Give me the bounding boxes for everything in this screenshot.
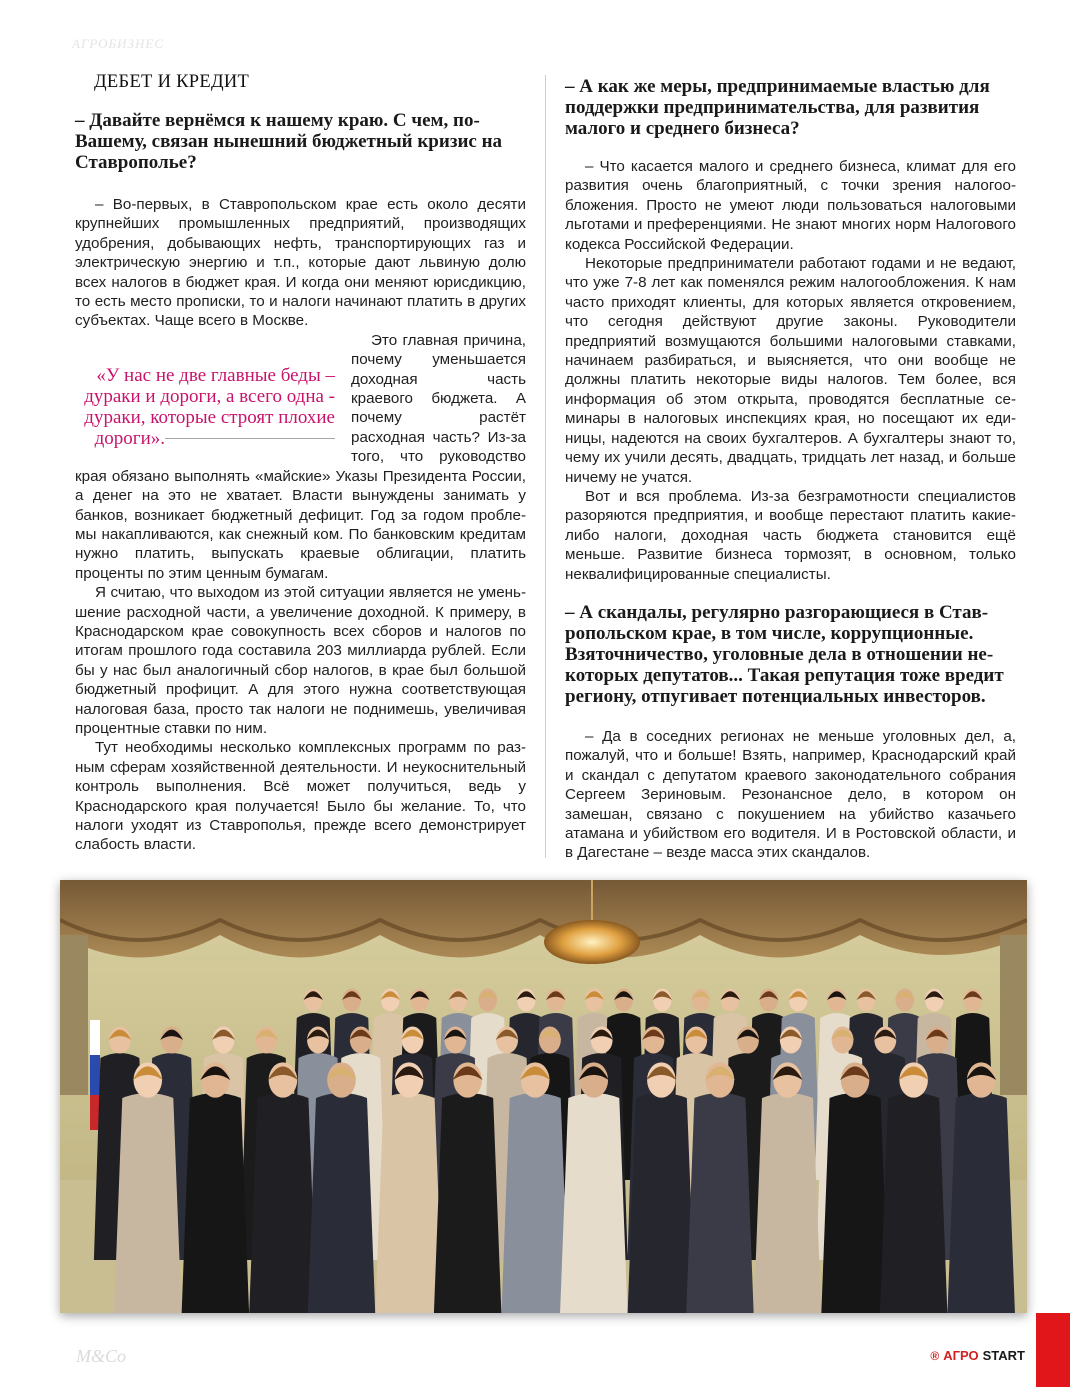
interview-question: – А скандалы, регулярно разгорающиеся в Ставропольском крае, в том числе, коррупционные. Взяточничество, уголовные дела в отношении некоторых депутатов... Такая репутация тоже вредит региону, отпугивает потенциальных инвесторов. [565,601,1004,707]
page-edge-tab [1036,1313,1070,1387]
pull-quote [65,365,335,449]
photo-figure-body [560,1093,628,1313]
photo-figure-body [754,1093,822,1313]
interview-question: – А как же меры, предпринимаемые властью для поддержки предпринимательства, для развития малого и среднего бизнеса? [565,76,990,139]
photo-figure-body [880,1093,948,1313]
left-column [75,72,526,855]
photo-figure-body [114,1093,182,1313]
section-title: ДЕБЕТ И КРЕДИТ [94,72,250,92]
photo-figure-body [249,1093,317,1313]
paragraph: – Во-первых, в Ставропольском крае есть около десяти крупнейших промышленных предприятий, производящих удобрения, добывающих нефть, транспортирующих газ и электрическую энергию и т.п., которые дают львиную долю всех налогов в бюджет края. И когда они меняют юрисдикцию, то есть место прописки, то и налоги начинают платить в других субъектах. Чаще всего в Москве. [75,196,526,330]
photo-figure-body [947,1093,1015,1313]
paragraph: Некоторые предприниматели работают годами и не ведают, что уже 7-8 лет как поменялся режим налогообложения. К нам часто приходят клиенты, для которых является откровением, что сегодня действуют другие законы. Руководители предприятий возмущаются большими налоговыми ставками, начинаем разбираться, и выясняется, что они вообще не должны платить некоторые виды налогов. Тем более, вся информация об этом открыта, проводятся бесплатные семинары в налоговых инспекциях края, но посещают их единицы, надеются на своих бухгалтеров. А бухгалтеры знают то, чему их учили десять, двадцать, тридцать лет назад, и больше ничему не учатся. [565,255,1016,486]
photo-figure-body [501,1093,569,1313]
group-photo [60,880,1027,1313]
photo-figure-body [686,1093,754,1313]
registered-icon: ® [930,1348,940,1363]
paragraph: – Да в соседних регионах не меньше уголовных дел, а, пожалуй, что и больше! Взять, например, Краснодарский край и скандал с депутатом краевого законодательного собрания Сергеем Зериновым. Резонансное дело, в котором он замешан, связано с покушением на убийство казачьего атамана и убийством его водителя. И в Ростовской области, и в Дагестане – везде масса этих скандалов. [565,727,1016,862]
pull-quote-rule [165,438,335,439]
paragraph-with-pullquote [75,331,526,583]
photo-figure-body [821,1093,889,1313]
pull-quote-text: «У нас не две главные беды – дураки и дороги, а всего одна - дураки, которые строят плохие дороги». [84,364,335,449]
brand-start: START [982,1348,1025,1363]
photo-figure-body [375,1093,443,1313]
brand-agro: АГРО [943,1348,979,1363]
header-faint-mark: АГРОБИЗНЕС [72,36,164,51]
paragraph: Вот и вся проблема. Из-за безграмотности специалистов разоряются предприятия, и вообще перестают платить какие-либо налоги, доходная часть бюджета становится ещё меньше. Развитие бизнеса тормозят, в основном, только неквалифицированные специалисты. [565,487,1016,583]
paragraph: Я считаю, что выходом из этой ситуации является не уменьшение расходной части, а увеличение доходной. К примеру, в Краснодарском крае совокупность всех сборов и налогов по итогам прошлого года составила 203 миллиарда рублей. Если бы у нас был аналогичный сбор налогов, в крае был большой бюджетный профицит. А для этого нужна соответствующая налоговая база, просто так налоги не поднимешь, увеличивая процентные ставки по ним. [75,584,526,737]
column-divider [545,75,546,858]
paragraph: Тут необходимы несколько комплексных программ по разным сферам хозяйственной деятельности. И неукоснительный контроль выполнения. Всё может получиться, ведь у Краснодарского края получается! Было бы желание. То, что налоги уходят из Ставрополья, прежде всего демонстрирует слабость власти. [75,739,526,854]
interview-question: – Давайте вернёмся к нашему краю. С чем, по-Вашему, связан нынешний бюджетный кризис на Ставрополье? [75,110,503,173]
footer-magazine-mark: M&Co [76,1346,127,1366]
photo-figure-body [308,1093,376,1313]
footer-brand [930,1348,1025,1363]
right-column [565,72,1016,863]
group-photo-illustration [60,880,1027,1313]
photo-figure-body [434,1093,502,1313]
photo-figure-body [181,1093,249,1313]
paragraph: Это главная причина, почему уменьшается доходная часть краевого бюджета. А почему растёт расходная часть? Из-за того, что руководство края обязано выполнять «майские» Указы Президента России, а денег на это не хватает. Власти вынуждены занимать у банков, возникает бюджетный дефицит. Год за годом проблемы накапливаются, как снежный ком. По банковским кредитам нужно платить, выпускать краевые облигации, платить проценты по этим ценным бумагам. [75,331,526,582]
photo-figure-body [627,1093,695,1313]
paragraph: – Что касается малого и среднего бизнеса, климат для его развития очень благоприятный, с точки зрения налогообложения. Просто не умеют люди пользоваться налоговыми льготами и преференциями. Не знают многих норм Налогового кодекса Российской Федерации. [565,158,1016,253]
